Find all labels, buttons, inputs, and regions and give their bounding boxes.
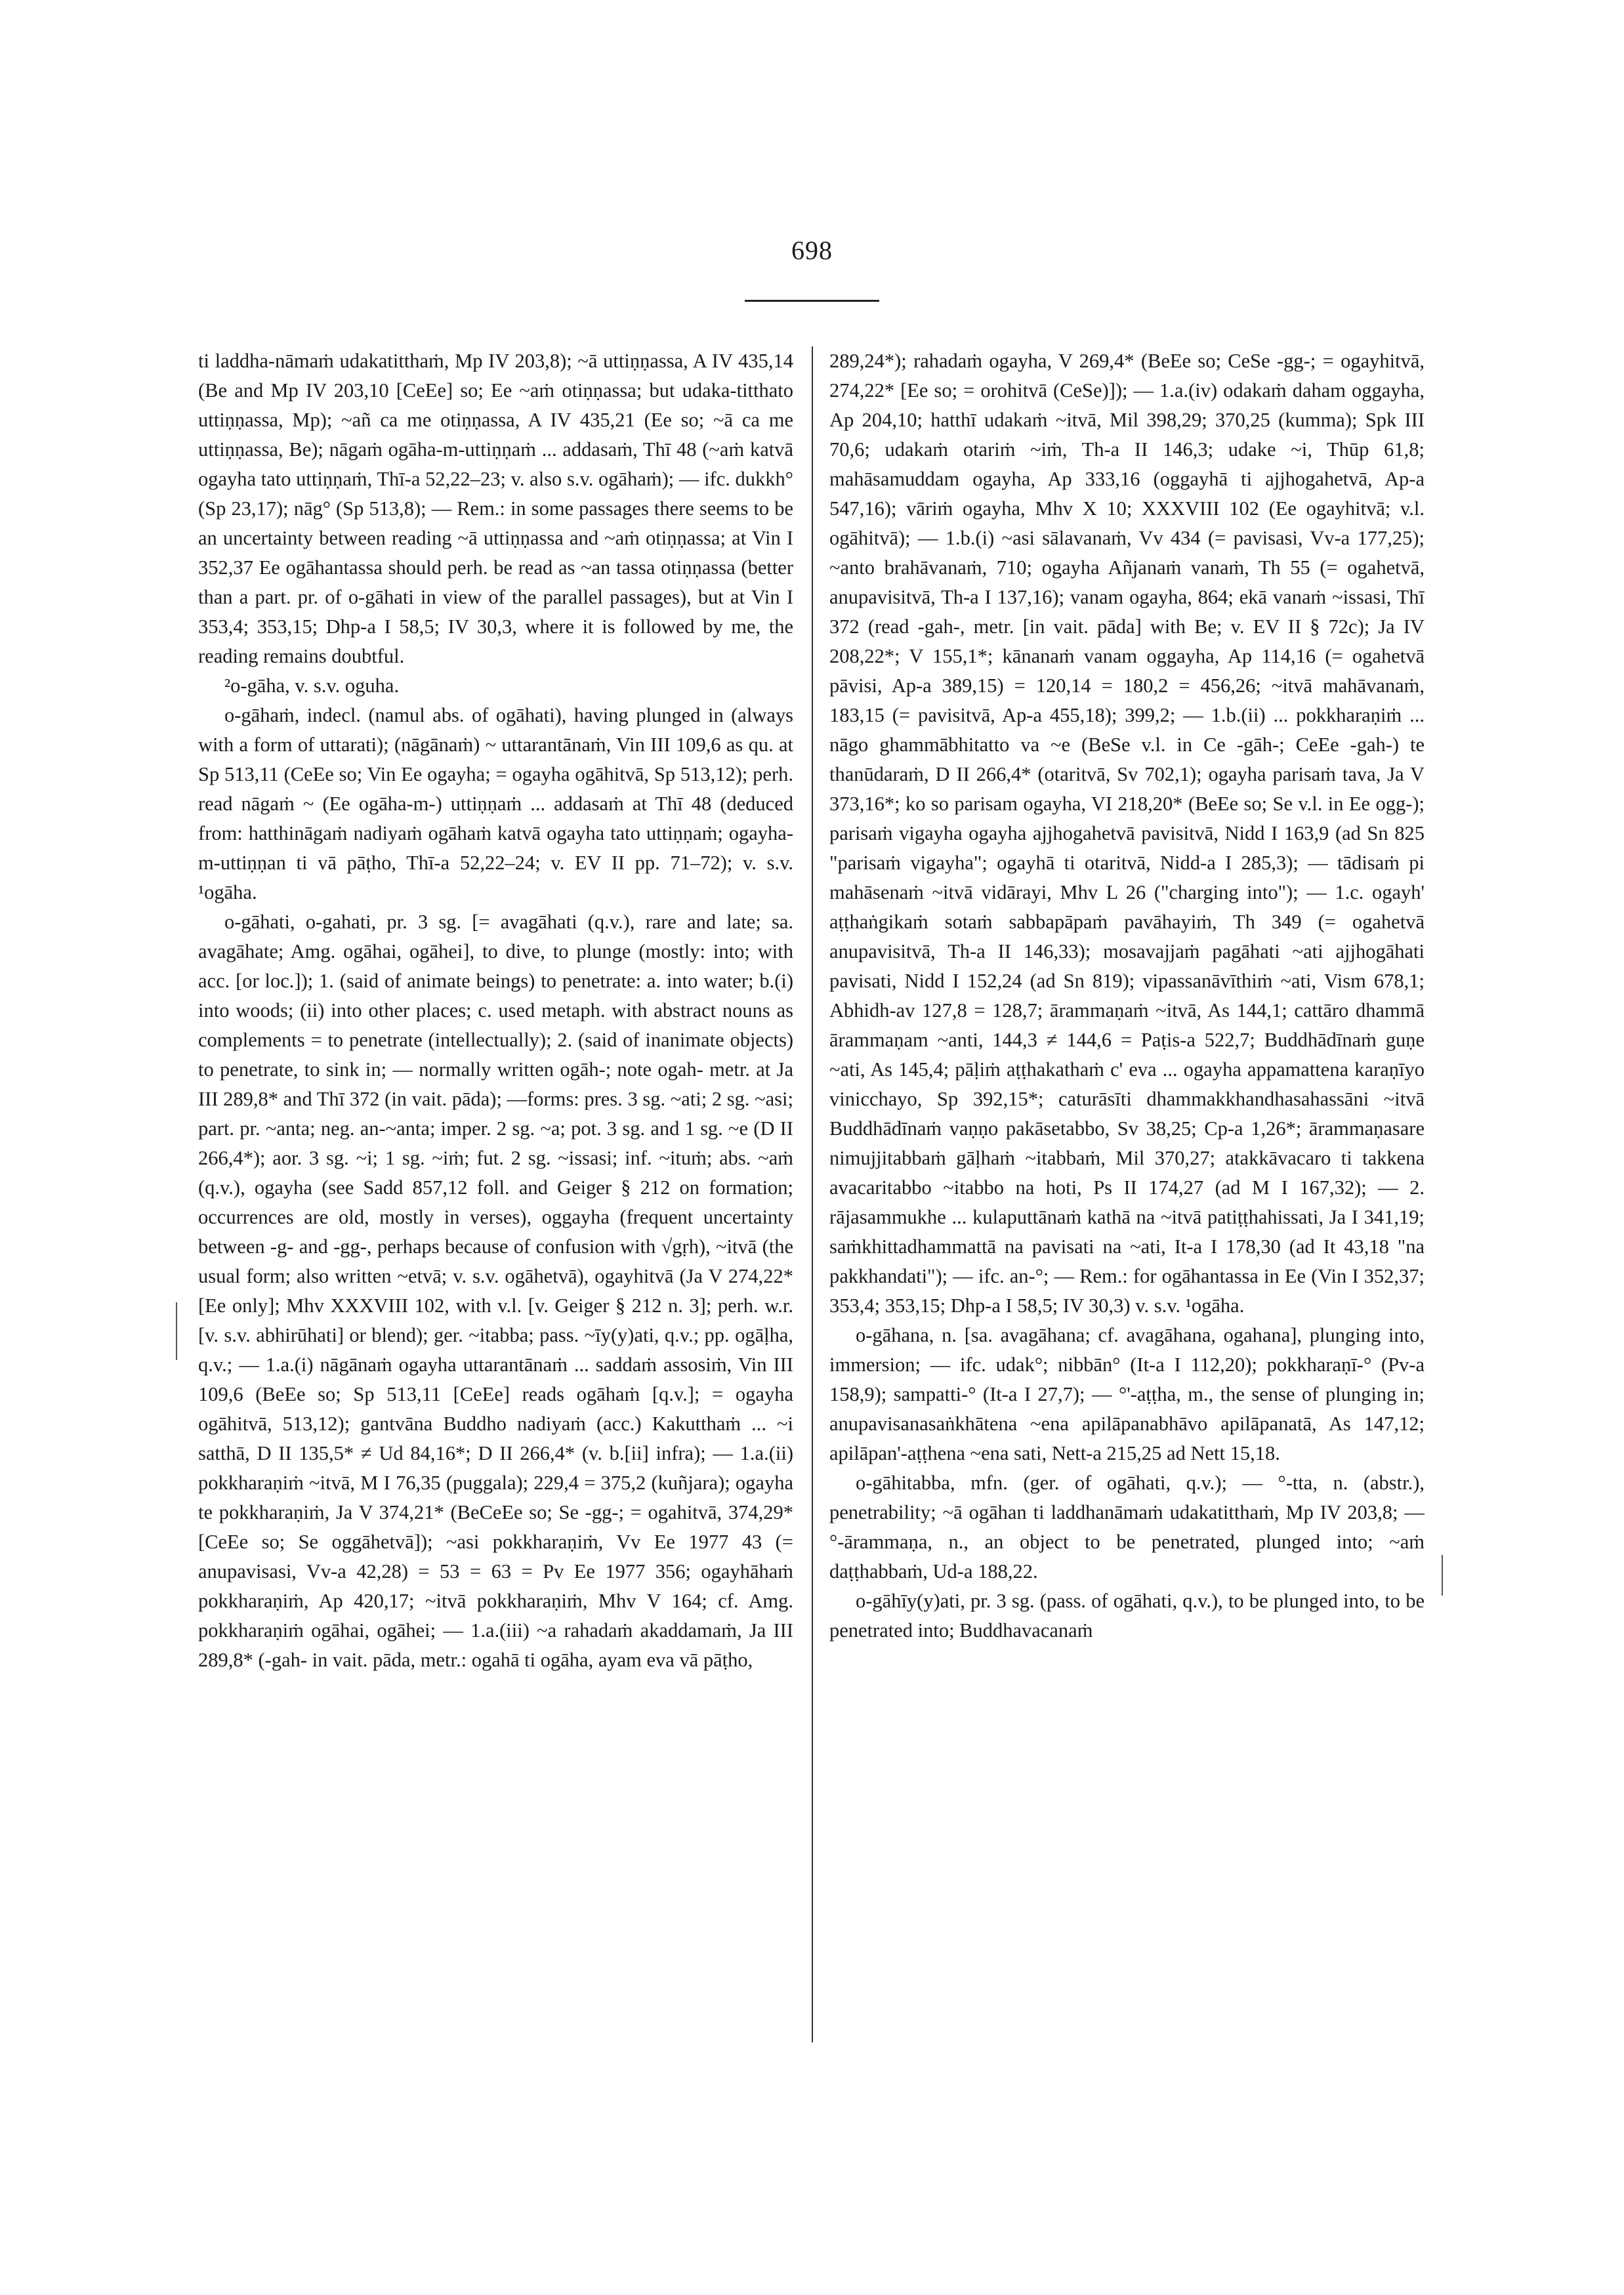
left-column — [198, 346, 793, 2052]
dictionary-entry: o-gāhitabba, mfn. (ger. of ogāhati, q.v.); — °-tta, n. (abstr.), penetrability; ~ā ogāhan ti laddhanāmaṁ udakatitthaṁ, Mp IV 203,8; — °-ārammaṇa, n., an object to be penetrated, plunged into; ~aṁ daṭṭhabbaṁ, Ud-a 188,22. — [829, 1472, 1425, 1582]
margin-mark — [1442, 1555, 1443, 1596]
dictionary-entry: o-gāhaṁ, indecl. (namul abs. of ogāhati), having plunged in (always with a form of uttarati); (nāgānaṁ) ~ uttarantānaṁ, Vin III 109,6 as qu. at Sp 513,11 (CeEe so; Vin Ee ogayha; = ogayha ogāhitvā, Sp 513,12); perh. read nāgaṁ ~ (Ee ogāha-m-) uttiṇṇaṁ ... addasaṁ at Thī 48 (deduced from: hatthināgaṁ nadiyaṁ ogāhaṁ katvā ogayha tato uttiṇṇaṁ; ogayha-m-uttiṇṇan ti vā pāṭho, Thī-a 52,22–24; v. EV II pp. 71–72); v. s.v. ¹ogāha. — [198, 704, 793, 903]
dictionary-entry: ²o-gāha, v. s.v. oguha. — [224, 674, 400, 697]
column-divider — [812, 346, 813, 2042]
page-number-rule — [745, 300, 879, 302]
right-column — [829, 346, 1425, 2052]
entry-continuation: 289,24*); rahadaṁ ogayha, V 269,4* (BeEe so; CeSe -gg-; = ogayhitvā, 274,22* [Ee so; = orohitvā (CeSe)]); — 1.a.(iv) odakaṁ daham oggayha, Ap 204,10; hatthī udakaṁ ~itvā, Mil 398,29; 370,25 (kumma); Spk III 70,6; udakaṁ otariṁ ~iṁ, Th-a II 146,3; udake ~i, Thūp 61,8; mahāsamuddam ogayha, Ap 333,16 (oggayhā ti ajjhogahetvā, Ap-a 547,16); vāriṁ ogayha, Mhv X 10; XXXVIII 102 (Ee ogayhitvā; v.l. ogāhitvā); — 1.b.(i) ~asi sālavanaṁ, Vv 434 (= pavisasi, Vv-a 177,25); ~anto brahāvanaṁ, 710; ogayha Añjanaṁ vanaṁ, Th 55 (= ogahetvā, anupavisitvā, Th-a I 137,16); vanam ogayha, 864; ekā vanaṁ ~issasi, Thī 372 (read -gah-, metr. [in vait. pāda] with Be; v. EV II § 72c); Ja IV 208,22*; V 155,1*; kānanaṁ vanam oggayha, Ap 114,16 (= ogahetvā pāvisi, Ap-a 389,15) = 120,14 = 180,2 = 456,26; ~itvā mahāvanaṁ, 183,15 (= pavisitvā, Ap-a 455,18); 399,2; — 1.b.(ii) ... pokkharaṇiṁ ... nāgo ghammābhitatto va ~e (BeSe v.l. in Ce -gāh-; CeEe -gah-) te thanūdaraṁ, D II 266,4* (otaritvā, Sv 702,1); ogayha parisaṁ tava, Ja V 373,16*; ko so parisam ogayha, VI 218,20* (BeEe so; Se v.l. in Ee ogg-); parisaṁ vigayha ogayha ajjhogahetvā pavisitvā, Nidd I 163,9 (ad Sn 825 "parisaṁ vigayha"; ogayhā ti otaritvā, Nidd-a I 285,3); — tādisaṁ pi mahāsenaṁ ~itvā vidārayi, Mhv L 26 ("charging into"); — 1.c. ogayh' aṭṭhaṅgikaṁ sotaṁ sabbapāpaṁ pavāhayiṁ, Th 349 (= ogahetvā anupavisitvā, Th-a II 146,33); mosavajjaṁ pagāhati ~ati ajjhogāhati pavisati, Nidd I 152,24 (ad Sn 819); vipassanāvīthiṁ ~ati, Vism 678,1; Abhidh-av 127,8 = 128,7; ārammaṇaṁ ~itvā, As 144,1; cattāro dhammā ārammaṇam ~anti, 144,3 ≠ 144,6 = Paṭis-a 522,7; Buddhādīnaṁ guṇe ~ati, As 145,4; pāḷiṁ aṭṭhakathaṁ c' eva ... ogayha appamattena karaṇīyo vinicchayo, Sp 392,15*; caturāsīti dhammakkhandhasahassāni ~itvā Buddhādīnaṁ vaṇṇo pakāsetabbo, Sv 38,25; Cp-a 1,26*; ārammaṇasare nimujjitabbaṁ gāḷhaṁ ~itabbaṁ, Mil 370,27; atakkāvacaro ti takkena avacaritabbo ~itabbo na hoti, Ps II 174,27 (ad M I 167,32); — 2. rājasammukhe ... kulaputtānaṁ kathā na ~itvā patiṭṭhahissati, Ja I 341,19; saṁkhittadhammattā na pavisati na ~ati, It-a I 178,30 (ad It 43,18 "na pakkhandati"); — ifc. an-°; — Rem.: for ogāhantassa in Ee (Vin I 352,37; 353,4; 353,15; Dhp-a I 58,5; IV 30,3) v. s.v. ¹ogāha. — [829, 350, 1425, 1317]
margin-mark — [176, 1302, 177, 1360]
dictionary-entry: o-gāhati, o-gahati, pr. 3 sg. [= avagāhati (q.v.), rare and late; sa. avagāhate; Amg. ogāhai, ogāhei], to dive, to plunge (mostly: into; with acc. [or loc.]); 1. (said of animate beings) to penetrate: a. into water; b.(i) into woods; (ii) into other places; c. used metaph. with abstract nouns as complements = to penetrate (intellectually); 2. (said of inanimate objects) to penetrate, to sink in; — normally written ogāh-; note ogah- metr. at Ja III 289,8* and Thī 372 (in vait. pāda); —forms: pres. 3 sg. ~ati; 2 sg. ~asi; part. pr. ~anta; neg. an-~anta; imper. 2 sg. ~a; pot. 3 sg. and 1 sg. ~e (D II 266,4*); aor. 3 sg. ~i; 1 sg. ~iṁ; fut. 2 sg. ~issasi; inf. ~ituṁ; abs. ~aṁ (q.v.), ogayha (see Sadd 857,12 foll. and Geiger § 212 on formation; occurrences are old, mostly in verses), oggayha (frequent uncertainty between -g- and -gg-, perhaps because of confusion with √gṛh), ~itvā (the usual form; also written ~etvā; v. s.v. ogāhetvā), ogayhitvā (Ja V 274,22* [Ee only]; Mhv XXXVIII 102, with v.l. [v. Geiger § 212 n. 3]; perh. w.r. [v. s.v. abhirūhati] or blend); ger. ~itabba; pass. ~īy(y)ati, q.v.; pp. ogāḷha, q.v.; — 1.a.(i) nāgānaṁ ogayha uttarantānaṁ ... saddaṁ assosiṁ, Vin III 109,6 (BeEe so; Sp 513,11 [CeEe] reads ogāhaṁ [q.v.]; = ogayha ogāhitvā, 513,12); gantvāna Buddho nadiyaṁ (acc.) Kakutthaṁ ... ~i satthā, D II 135,5* ≠ Ud 84,16*; D II 266,4* (v. b.[ii] infra); — 1.a.(ii) pokkharaṇiṁ ~itvā, M I 76,35 (puggala); 229,4 = 375,2 (kuñjara); ogayha te pokkharaṇiṁ, Ja V 374,21* (BeCeEe so; Se -gg-; = ogahitvā, 374,29* [CeEe so; Se oggāhetvā]); ~asi pokkharaṇiṁ, Vv Ee 1977 43 (= anupavisasi, Vv-a 42,28) = 53 = 63 = Pv Ee 1977 356; ogayhāhaṁ pokkharaṇiṁ, Ap 420,17; ~itvā pokkharaṇiṁ, Mhv V 164; cf. Amg. pokkharaṇiṁ ogāhai, ogāhei; — 1.a.(iii) ~a rahadaṁ akaddamaṁ, Ja III 289,8* (-gah- in vait. pāda, metr.: ogahā ti ogāha, ayam eva vā pāṭho, — [198, 911, 793, 1671]
dictionary-entry: o-gāhīy(y)ati, pr. 3 sg. (pass. of ogāhati, q.v.), to be plunged into, to be penetrated into; Buddhavacanaṁ — [829, 1590, 1425, 1642]
page-number: 698 — [791, 236, 833, 265]
entry-continuation: ti laddha-nāmaṁ udakatitthaṁ, Mp IV 203,8); ~ā uttiṇṇassa, A IV 435,14 (Be and Mp IV 203,10 [CeEe] so; Ee ~aṁ otiṇṇassa; but udaka-titthato uttiṇṇassa, Mp); ~añ ca me otiṇṇassa, A IV 435,21 (Ee so; ~ā ca me uttiṇṇassa, Be); nāgaṁ ogāha-m-uttiṇṇaṁ ... addasaṁ, Thī 48 (~aṁ katvā ogayha tato uttiṇṇaṁ, Thī-a 52,22–23; v. also s.v. ogāhaṁ); — ifc. dukkh° (Sp 23,17); nāg° (Sp 513,8); — Rem.: in some passages there seems to be an uncertainty between reading ~ā uttiṇṇassa and ~aṁ otiṇṇassa; at Vin I 352,37 Ee ogāhantassa should perh. be read as ~an tassa otiṇṇassa (better than a part. pr. of o-gāhati in view of the parallel passages), but at Vin I 353,4; 353,15; Dhp-a I 58,5; IV 30,3, where it is followed by me, the reading remains doubtful. — [198, 350, 793, 667]
dictionary-entry: o-gāhana, n. [sa. avagāhana; cf. avagāhana, ogahana], plunging into, immersion; — ifc. udak°; nibbān° (It-a I 112,20); pokkharaṇī-° (Pv-a 158,9); sampatti-° (It-a I 27,7); — °'-aṭṭha, m., the sense of plunging in; anupavisanasaṅkhātena ~ena apilāpanabhāvo apilāpanatā, As 147,12; apilāpan'-aṭṭhena ~ena sati, Nett-a 215,25 ad Nett 15,18. — [829, 1324, 1425, 1464]
